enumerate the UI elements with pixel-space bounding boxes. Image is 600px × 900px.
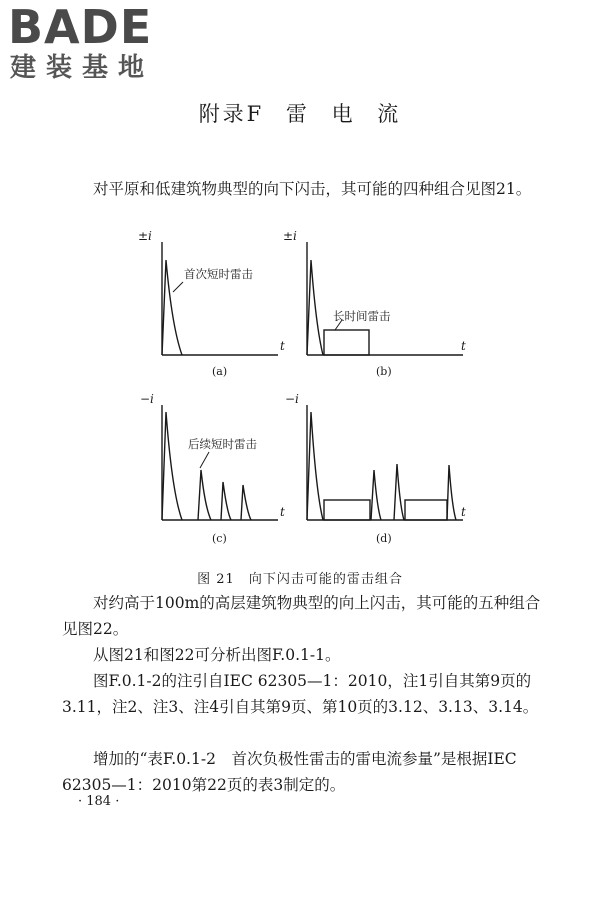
panel-c-x-label: t [280,505,285,519]
panel-a-label: (a) [212,365,228,378]
panel-d-long-stroke-2 [405,500,447,520]
panel-d-subsequent-pulse-1 [371,470,381,520]
panel-d-long-stroke-1 [324,500,370,520]
appendix-title: 附录F 雷 电 流 [198,102,402,126]
page-number: · 184 · [78,794,120,809]
panel-b-y-label: ±i [283,229,297,243]
logo-main-text: BADE [8,0,153,54]
panel-d-plot [307,405,463,520]
panel-b-long-stroke [324,330,369,355]
bade-logo [8,2,178,87]
paragraph-upward-flash: 对约高于100m的高层建筑物典型的向上闪击，其可能的五种组合见图22。 [62,594,541,638]
panel-c-subsequent-pulse-2 [221,482,231,520]
figure-21-diagram [130,222,480,562]
paragraph-downward-flash: 对平原和低建筑物典型的向下闪击，其可能的四种组合见图21。 [93,180,532,198]
panel-b-first-short-pulse [307,260,323,355]
panel-d-label: (d) [376,532,392,545]
panel-b-plot [307,242,463,355]
paragraph-table-source: 增加的“表F.0.1-2 首次负极性雷击的雷电流参量”是根据IEC 62305—1：2010第22页的表3制定的。 [62,750,517,794]
panel-c-y-label: −i [140,392,154,406]
panel-d-subsequent-pulse-2 [394,464,404,520]
paragraph-notes-source: 图F.0.1-2的注引自IEC 62305—1：2010，注1引自其第9页的3.11，注2、注3、注4引自其第9页、第10页的3.12、3.13、3.14。 [62,672,539,716]
annotation-subsequent-short: 后续短时雷击 [188,437,257,451]
annotation-long: 长时间雷击 [333,309,391,323]
figure-caption [0,568,600,587]
paragraph-analysis: 从图21和图22可分析出图F.0.1-1。 [93,646,341,664]
panel-c-plot [162,405,278,520]
panel-c-first-short-pulse [162,412,182,520]
panel-a-first-short-pulse [162,260,182,355]
caption-number: 图 21 [197,572,235,587]
caption-text: 向下闪击可能的雷击组合 [248,572,403,587]
panel-a-annotation-leader [173,282,183,292]
panel-a-y-label: ±i [138,229,152,243]
panel-a-plot [162,242,278,355]
panel-d-x-label: t [461,505,466,519]
panel-b-x-label: t [461,339,466,353]
panel-a-x-label: t [280,339,285,353]
annotation-first-short: 首次短时雷击 [184,267,253,281]
panel-d-y-label: −i [285,392,299,406]
panel-c-subsequent-pulse-3 [241,485,251,520]
panel-c-label: (c) [212,532,227,545]
panel-d-subsequent-pulse-3 [447,465,456,520]
panel-c-subsequent-pulse-1 [198,470,211,520]
logo-sub-text: 建装基地 [10,53,155,83]
panel-c-annotation-leader [200,452,209,468]
panel-d-first-short-pulse [307,412,323,520]
panel-b-label: (b) [376,365,392,378]
